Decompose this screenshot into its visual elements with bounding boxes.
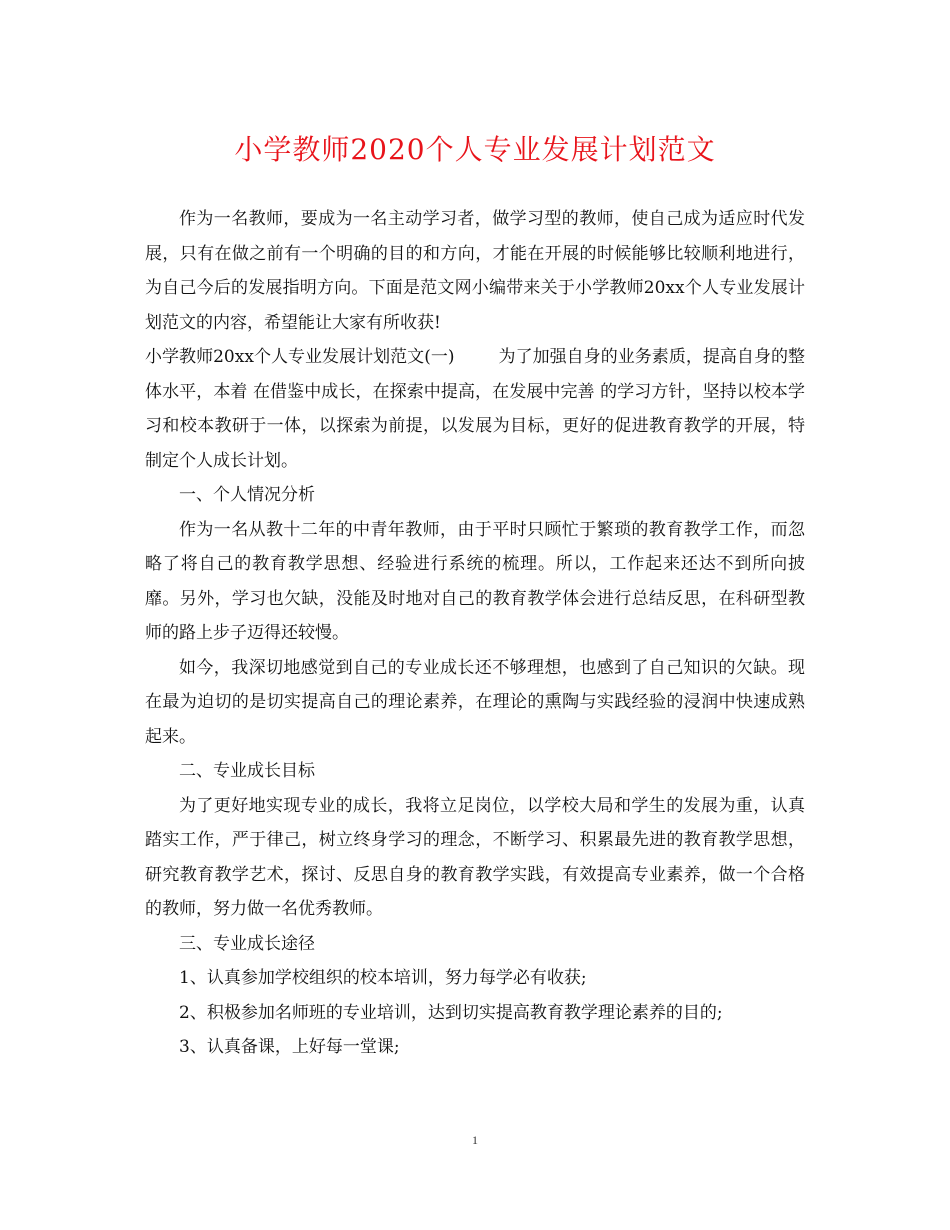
sample-heading: 小学教师20xx个人专业发展计划范文(一) [145,347,455,367]
sample-paragraph [145,340,805,478]
list-item: 2、积极参加名师班的专业培训，达到切实提高教育教学理论素养的目的; [179,1002,723,1023]
section-heading-1: 一、个人情况分析 [179,485,315,505]
sample-text: 为了加强自身的业务素质，提高自身的整体水平，本着 在借鉴中成长，在探索中提高，在发展中完善 的学习方针，坚持以校本学习和校本教研于一体，以探索为前提，以发展为目标，更好的促进教育教学的开展，特制定个人成长计划。 [145,347,806,471]
page-number: 1 [472,1133,478,1147]
intro-paragraph: 作为一名教师，要成为一名主动学习者，做学习型的教师，使自己成为适应时代发展，只有在做之前有一个明确的目的和方向，才能在开展的时候能够比较顺利地进行，为自己今后的发展指明方向。下面是范文网小编带来关于小学教师20xx个人专业发展计划范文的内容，希望能让大家有所收获! [145,209,805,333]
section1-paragraph-1: 作为一名从教十二年的中青年教师，由于平时只顾忙于繁琐的教育教学工作，而忽略了将自己的教育教学思想、经验进行系统的梳理。所以，工作起来还达不到所向披靡。另外，学习也欠缺，没能及时地对自己的教育教学体会进行总结反思，在科研型教师的路上步子迈得还较慢。 [145,519,805,643]
document-title: 小学教师2020个人专业发展计划范文 [234,133,716,166]
document-body [145,202,805,1065]
section2-paragraph-1: 为了更好地实现专业的成长，我将立足岗位，以学校大局和学生的发展为重，认真踏实工作，严于律己，树立终身学习的理念，不断学习、积累最先进的教育教学思想，研究教育教学艺术，探讨、反思自身的教育教学实践，有效提高专业素养，做一个合格的教师，努力做一名优秀教师。 [145,795,805,919]
section1-paragraph-2: 如今，我深切地感觉到自己的专业成长还不够理想，也感到了自己知识的欠缺。现在最为迫切的是切实提高自己的理论素养，在理论的熏陶与实践经验的浸润中快速成熟起来。 [145,657,805,747]
section-heading-2: 二、专业成长目标 [179,761,315,781]
list-item: 3、认真备课，上好每一堂课; [179,1037,400,1057]
section-heading-3: 三、专业成长途径 [179,933,315,954]
list-item: 1、认真参加学校组织的校本培训，努力每学必有收获; [179,968,587,988]
